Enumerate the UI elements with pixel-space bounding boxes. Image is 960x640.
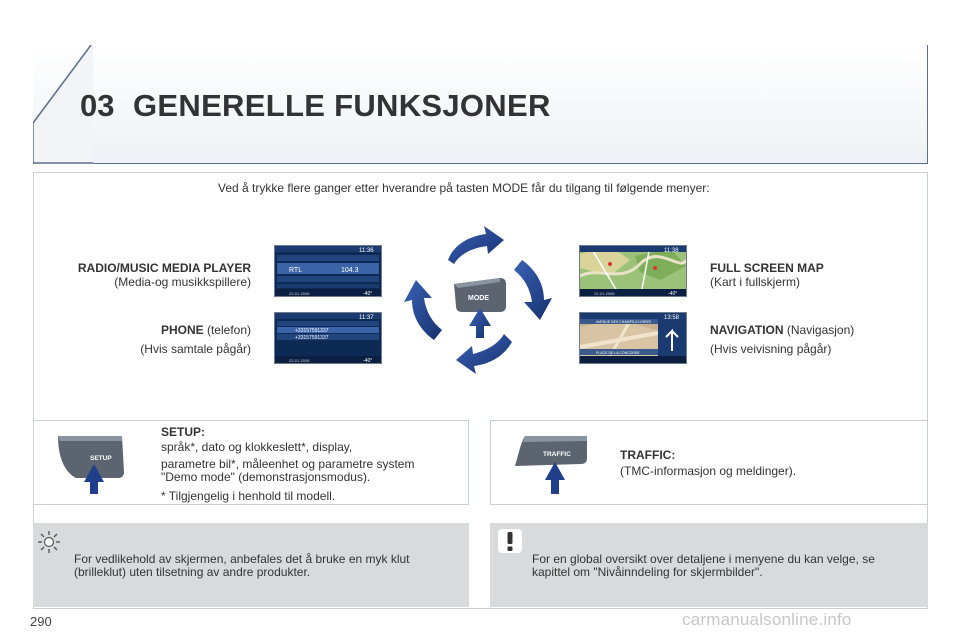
radio-menu-subtitle: (Media-og musikkspillere) bbox=[114, 275, 251, 289]
phone-menu-title-suffix: (telefon) bbox=[203, 323, 251, 337]
cycle-arrow-top-icon bbox=[448, 226, 504, 264]
cycle-arrow-bottom-icon bbox=[456, 334, 512, 374]
radio-screen bbox=[274, 245, 382, 297]
cycle-arrow-right-icon bbox=[514, 260, 552, 320]
phone-date-text: 22-01-2008 bbox=[289, 358, 310, 363]
mode-button-label: MODE bbox=[468, 295, 489, 302]
radio-date-text: 22-01-2008 bbox=[289, 291, 310, 296]
sun-tip-icon bbox=[37, 530, 61, 554]
traffic-button-label: TRAFFIC bbox=[543, 451, 571, 458]
maintenance-note-line-1: For vedlikehold av skjermen, anbefales det å bruke en myk klut bbox=[74, 552, 410, 566]
traffic-button-icon bbox=[515, 436, 587, 466]
setup-description-line-1: språk*, dato og klokkeslett*, display, bbox=[161, 440, 353, 454]
phone-number-2-text: +33157591337 bbox=[295, 335, 329, 341]
map-temp-text: -40° bbox=[668, 291, 678, 296]
phone-temp-text: -40° bbox=[363, 358, 373, 363]
radio-station-text: RTL bbox=[289, 267, 303, 274]
setup-title: SETUP: bbox=[161, 425, 206, 439]
radio-menu-label bbox=[78, 261, 251, 289]
setup-description-line-3: "Demo mode" (demonstrasjonsmodus). bbox=[161, 470, 371, 484]
navigation-street-bottom-text: PLACE DE LA CONCORDE bbox=[596, 351, 640, 355]
chapter-number: 03 bbox=[80, 88, 115, 123]
mode-press-arrow-icon bbox=[469, 308, 491, 338]
overview-note-line-1: For en global oversikt over detaljene i menyene du kan velge, se bbox=[532, 552, 875, 566]
setup-footnote: * Tilgjengelig i henhold til modell. bbox=[161, 489, 336, 503]
traffic-press-arrow-icon bbox=[545, 462, 565, 494]
map-date-text: 22-01-2008 bbox=[594, 291, 615, 296]
radio-menu-title: RADIO/MUSIC MEDIA PLAYER bbox=[77, 261, 251, 275]
overview-note-line-2: kapittel om "Nivåinndeling for skjermbilder". bbox=[532, 565, 763, 579]
navigation-screen-graphic bbox=[580, 313, 686, 363]
map-time-text: 11:38 bbox=[664, 248, 679, 254]
navigation-street-top-text: AVENUE DES CHAMPS-ELYSEES bbox=[596, 320, 652, 324]
mode-cycle-diagram bbox=[400, 222, 560, 374]
map-screen-graphic bbox=[580, 246, 686, 296]
cycle-arrow-left-icon bbox=[404, 280, 442, 340]
setup-description-line-2: parametre bil*, måleenhet og parametre system bbox=[161, 457, 415, 471]
intro-text: Ved å trykke flere ganger etter hverandre på tasten MODE får du tilgang til følgende menyer: bbox=[218, 181, 710, 195]
setup-button-label: SETUP bbox=[90, 455, 112, 462]
traffic-title: TRAFFIC: bbox=[620, 448, 676, 462]
phone-menu-subtitle: (Hvis samtale pågår) bbox=[140, 342, 251, 356]
warning-exclamation-icon bbox=[497, 528, 523, 554]
mode-button-icon bbox=[454, 278, 506, 312]
navigation-menu-label bbox=[710, 323, 854, 356]
radio-time-text: 11:36 bbox=[359, 248, 374, 254]
radio-screen-graphic bbox=[275, 246, 381, 296]
phone-menu-label bbox=[140, 323, 251, 356]
setup-button-illustration bbox=[56, 432, 128, 496]
navigation-menu-subtitle: (Hvis veivisning pågår) bbox=[710, 342, 832, 356]
phone-menu-title: PHONE bbox=[160, 323, 204, 337]
navigation-menu-title: NAVIGATION bbox=[710, 323, 784, 337]
traffic-button-illustration bbox=[513, 432, 593, 496]
map-menu-subtitle: (Kart i fullskjerm) bbox=[710, 275, 801, 289]
phone-time-text: 11:37 bbox=[359, 315, 374, 321]
radio-temp-text: -40° bbox=[363, 291, 373, 296]
watermark: carmanualsonline.info bbox=[682, 610, 852, 629]
map-menu-title: FULL SCREEN MAP bbox=[710, 261, 824, 275]
navigation-screen bbox=[579, 312, 687, 364]
phone-screen-graphic bbox=[275, 313, 381, 363]
radio-frequency-text: 104.3 bbox=[341, 267, 359, 274]
page-number: 290 bbox=[30, 614, 52, 629]
navigation-menu-title-suffix: (Navigasjon) bbox=[783, 323, 855, 337]
map-screen bbox=[579, 245, 687, 297]
navigation-time-text: 13:58 bbox=[664, 315, 680, 321]
chapter-title: GENERELLE FUNKSJONER bbox=[133, 88, 551, 123]
phone-screen bbox=[274, 312, 382, 364]
map-menu-label bbox=[710, 261, 824, 289]
phone-number-1-text: +33157591337 bbox=[295, 328, 329, 334]
traffic-description: (TMC-informasjon og meldinger). bbox=[620, 464, 797, 478]
maintenance-note-line-2: (brilleklut) uten tilsetning av andre produkter. bbox=[74, 565, 311, 579]
